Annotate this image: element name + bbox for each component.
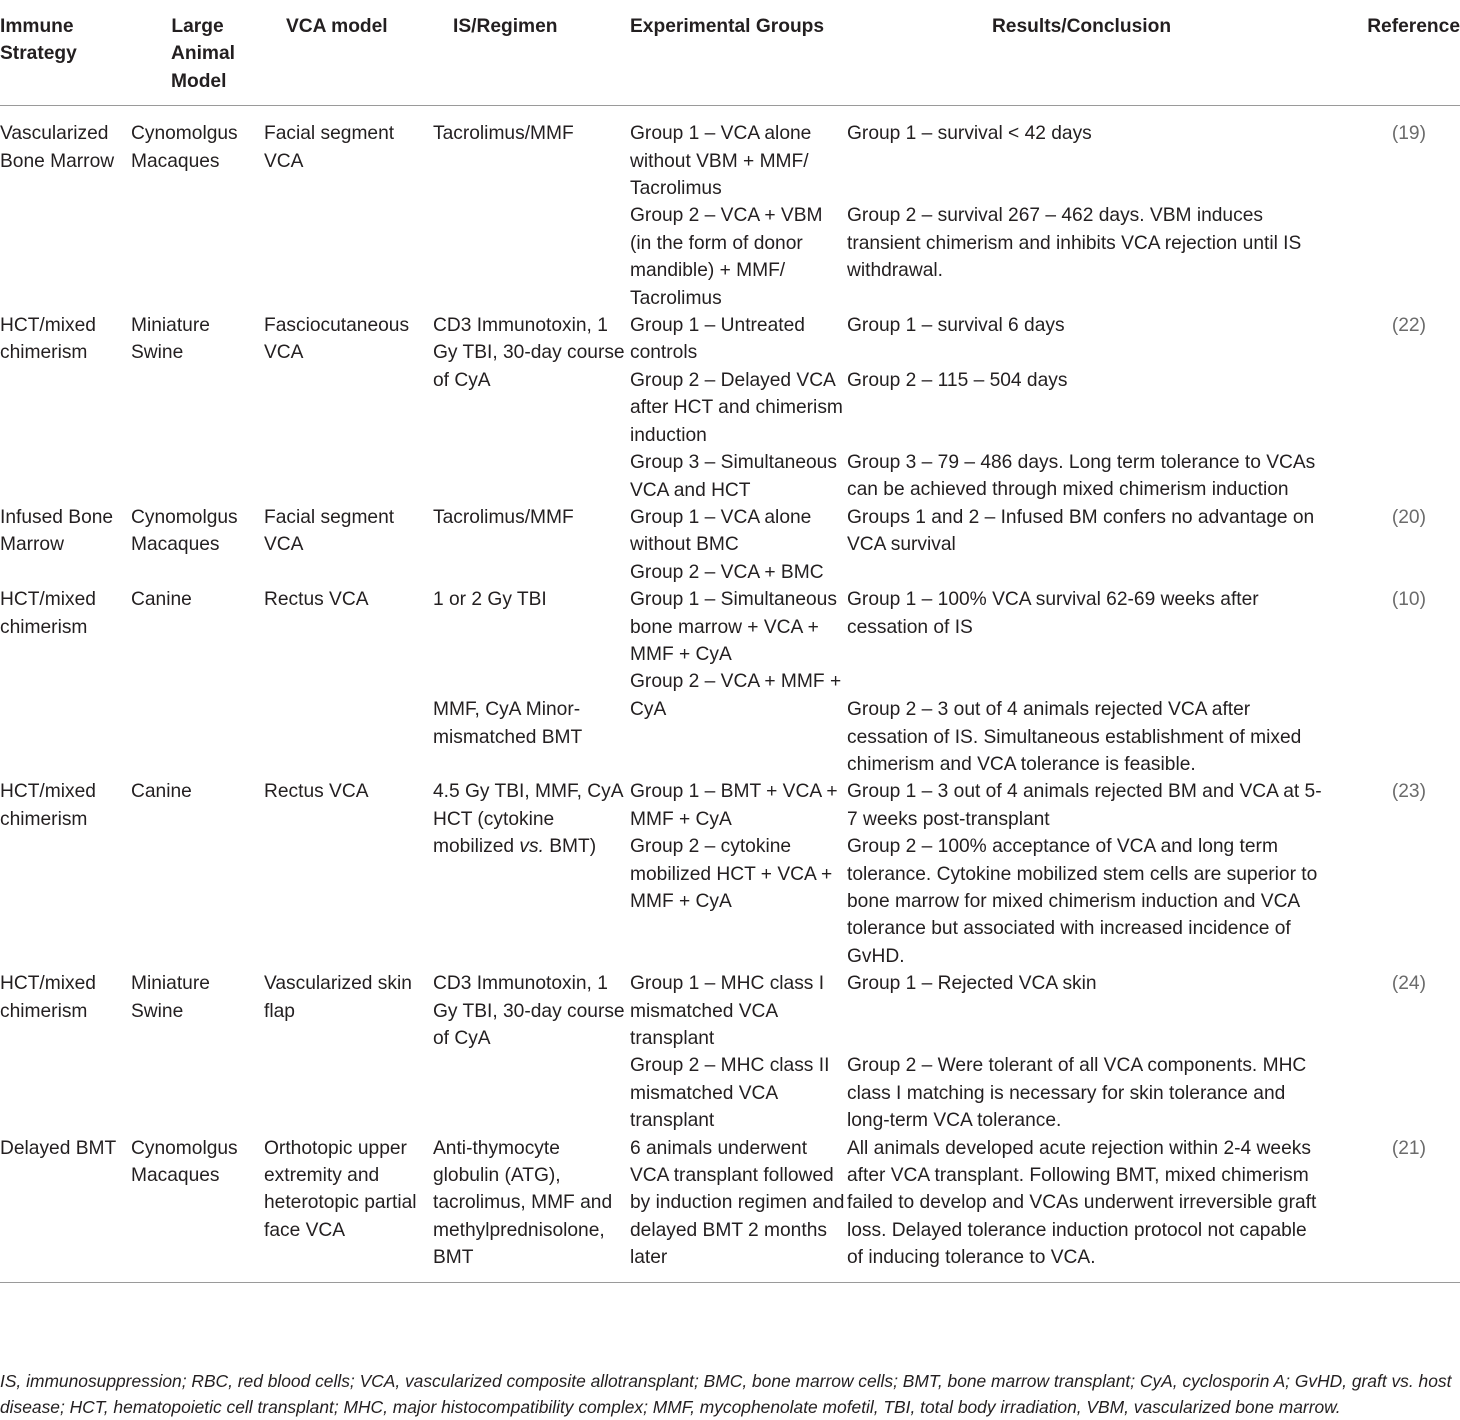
cell-strategy: HCT/mixed chimerism: [0, 589, 96, 638]
cell-groups: [630, 970, 847, 1134]
regimen-line: MMF, CyA Minor-mismatched BMT: [433, 699, 583, 748]
cell-strategy: Vascularized Bone Marrow: [0, 123, 115, 172]
result-line: Group 1 – Rejected VCA skin: [847, 973, 1097, 995]
table-row: [0, 970, 1460, 1134]
cell-groups: [630, 504, 847, 586]
cell-reference: (22): [1391, 315, 1426, 337]
result-line: Group 2 – 115 – 504 days: [847, 370, 1068, 392]
regimen-line: Tacrolimus/MMF: [433, 123, 574, 145]
regimen-text: HCT (cytokine mobilized: [433, 808, 555, 858]
cell-vca: Facial segment VCA: [264, 123, 395, 172]
cell-strategy: Infused Bone Marrow: [0, 506, 114, 556]
cell-reference: (21): [1346, 1135, 1460, 1283]
cell-reference: (24): [1391, 973, 1426, 995]
cell-strategy: HCT/mixed chimerism: [0, 781, 96, 830]
cell-results: [847, 312, 1346, 504]
group-line: Group 1 – VCA alone without BMC: [630, 506, 812, 556]
group-line: Group 2 – VCA + VBM (in the form of donor mandible) + MMF/ Tacrolimus: [630, 205, 823, 309]
regimen-line: [433, 806, 630, 861]
cell-animal: Miniature Swine: [131, 973, 210, 1022]
result-line: Group 1 – 100% VCA survival 62-69 weeks after cessation of IS: [847, 589, 1259, 638]
cell-reference: (20): [1391, 506, 1426, 528]
cell-vca: Orthotopic upper extremity and heterotopic partial face VCA: [264, 1135, 433, 1283]
result-line: All animals developed acute rejection within 2-4 weeks after VCA transplant. Following BMT, mixed chimerism failed to develop and VCAs underwent irreversible graft loss. Delayed tolerance induction protocol not capable of inducing tolerance to VCA.: [847, 1137, 1317, 1269]
cell-groups: [630, 586, 847, 778]
group-line: Group 1 – BMT + VCA + MMF + CyA: [630, 781, 838, 830]
result-line: Group 1 – survival < 42 days: [847, 123, 1092, 145]
cell-animal: Miniature Swine: [131, 315, 210, 364]
cell-strategy: Delayed BMT: [0, 1135, 131, 1283]
cell-vca: Rectus VCA: [264, 589, 369, 611]
header-experimental-groups: Experimental Groups: [630, 0, 847, 106]
cell-animal: Canine: [131, 589, 192, 611]
result-line: Group 2 – Were tolerant of all VCA components. MHC class I matching is necessary for skin tolerance and long-term VCA tolerance.: [847, 1055, 1307, 1131]
cell-strategy: HCT/mixed chimerism: [0, 315, 96, 364]
regimen-text: BMT): [543, 836, 597, 858]
header-is-regimen: IS/Regimen: [433, 0, 630, 106]
cell-animal: Canine: [131, 781, 192, 803]
group-line: Group 2 – MHC class II mismatched VCA transplant: [630, 1055, 830, 1132]
group-line: Group 1 – VCA alone without VBM + MMF/ Tacrolimus: [630, 123, 812, 200]
cell-groups: [630, 778, 847, 970]
result-line: Group 2 – 3 out of 4 animals rejected VCA after cessation of IS. Simultaneous establishment of mixed chimerism and VCA tolerance is feasible.: [847, 699, 1302, 775]
group-line: 6 animals underwent VCA transplant followed by induction regimen and delayed BMT 2 months later: [630, 1137, 845, 1269]
regimen-line: Tacrolimus/MMF: [433, 506, 574, 528]
cell-groups: [630, 312, 847, 504]
cell-vca: Vascularized skin flap: [264, 973, 412, 1022]
result-line: Group 2 – 100% acceptance of VCA and long term tolerance. Cytokine mobilized stem cells are superior to bone marrow for mixed chimerism induction and VCA tolerance but associated with increased incidence of GvHD.: [847, 836, 1318, 967]
group-line: Group 2 – VCA + BMC: [630, 561, 824, 583]
regimen-line: 4.5 Gy TBI, MMF, CyA: [433, 781, 624, 803]
cell-reference: (10): [1391, 589, 1426, 611]
table-row: [0, 1135, 1460, 1283]
cell-results: [847, 778, 1346, 970]
table-footnote: IS, immunosuppression; RBC, red blood cells; VCA, vascularized composite allotransplant; BMC, bone marrow cells; BMT, bone marrow transplant; CyA, cyclosporin A; GvHD, graft vs. host disease; HCT, hematopoietic cell transplant; MHC, major histocompatibility complex; MMF, mycophenolate mofetil, TBI, total body irradiation, VBM, vascularized bone marrow.: [0, 1371, 1452, 1417]
cell-regimen: [433, 312, 630, 504]
cell-results: [847, 504, 1346, 586]
result-line: Group 3 – 79 – 486 days. Long term tolerance to VCAs can be achieved through mixed chimerism induction: [847, 452, 1316, 501]
cell-results: [847, 1135, 1346, 1283]
header-row: [0, 0, 1460, 106]
cell-vca: Facial segment VCA: [264, 506, 395, 556]
result-line: Groups 1 and 2 – Infused BM confers no advantage on VCA survival: [847, 506, 1315, 556]
table-row: [0, 586, 1460, 778]
cell-regimen: [433, 504, 630, 586]
cell-regimen: [433, 778, 630, 970]
result-line: Group 2 – survival 267 – 462 days. VBM induces transient chimerism and inhibits VCA rejection until IS withdrawal.: [847, 205, 1302, 282]
cell-strategy: HCT/mixed chimerism: [0, 973, 96, 1022]
group-line: Group 1 – Simultaneous bone marrow + VCA + MMF + CyA: [630, 589, 837, 665]
cell-vca: Rectus VCA: [264, 781, 369, 803]
result-line: Group 1 – survival 6 days: [847, 315, 1065, 337]
table-row: [0, 106, 1460, 312]
cell-regimen: [433, 586, 630, 778]
cell-reference: (19): [1391, 123, 1426, 145]
group-line: Group 2 – VCA + MMF + CyA: [630, 671, 842, 720]
cell-results: [847, 586, 1346, 778]
group-line: Group 3 – Simultaneous VCA and HCT: [630, 452, 837, 501]
regimen-line: Anti-thymocyte globulin (ATG), tacrolimus, MMF and methylprednisolone, BMT: [433, 1137, 613, 1269]
cell-reference: (23): [1391, 781, 1426, 803]
table-row: [0, 312, 1460, 504]
group-line: Group 2 – cytokine mobilized HCT + VCA + MMF + CyA: [630, 836, 833, 912]
regimen-italic: vs.: [519, 836, 544, 858]
header-immune-strategy: Immune Strategy: [0, 0, 131, 106]
cell-results: [847, 106, 1346, 312]
cell-vca: Fasciocutaneous VCA: [264, 315, 410, 364]
header-reference: Reference: [1346, 0, 1460, 106]
cell-animal: Cynomolgus Macaques: [131, 1135, 264, 1283]
header-results-conclusion: Results/Conclusion: [847, 0, 1346, 106]
group-line: Group 1 – Untreated controls: [630, 315, 805, 364]
cell-animal: Cynomolgus Macaques: [131, 506, 238, 556]
header-vca-model: VCA model: [264, 0, 433, 106]
regimen-line: 1 or 2 Gy TBI: [433, 589, 547, 611]
cell-regimen: [433, 1135, 630, 1283]
cell-groups: [630, 106, 847, 312]
group-line: Group 2 – Delayed VCA after HCT and chimerism induction: [630, 369, 843, 446]
cell-regimen: [433, 970, 630, 1134]
cell-groups: [630, 1135, 847, 1283]
cell-regimen: [433, 106, 630, 312]
result-line: Group 1 – 3 out of 4 animals rejected BM and VCA at 5-7 weeks post-transplant: [847, 781, 1322, 830]
header-large-animal-model: Large Animal Model: [131, 0, 264, 106]
cell-animal: Cynomolgus Macaques: [131, 123, 238, 172]
cell-results: [847, 970, 1346, 1134]
group-line: Group 1 – MHC class I mismatched VCA transplant: [630, 973, 825, 1049]
regimen-line: CD3 Immunotoxin, 1 Gy TBI, 30-day course of CyA: [433, 973, 625, 1049]
regimen-line: CD3 Immunotoxin, 1 Gy TBI, 30-day course of CyA: [433, 315, 625, 391]
table-row: [0, 778, 1460, 970]
table-row: [0, 504, 1460, 586]
